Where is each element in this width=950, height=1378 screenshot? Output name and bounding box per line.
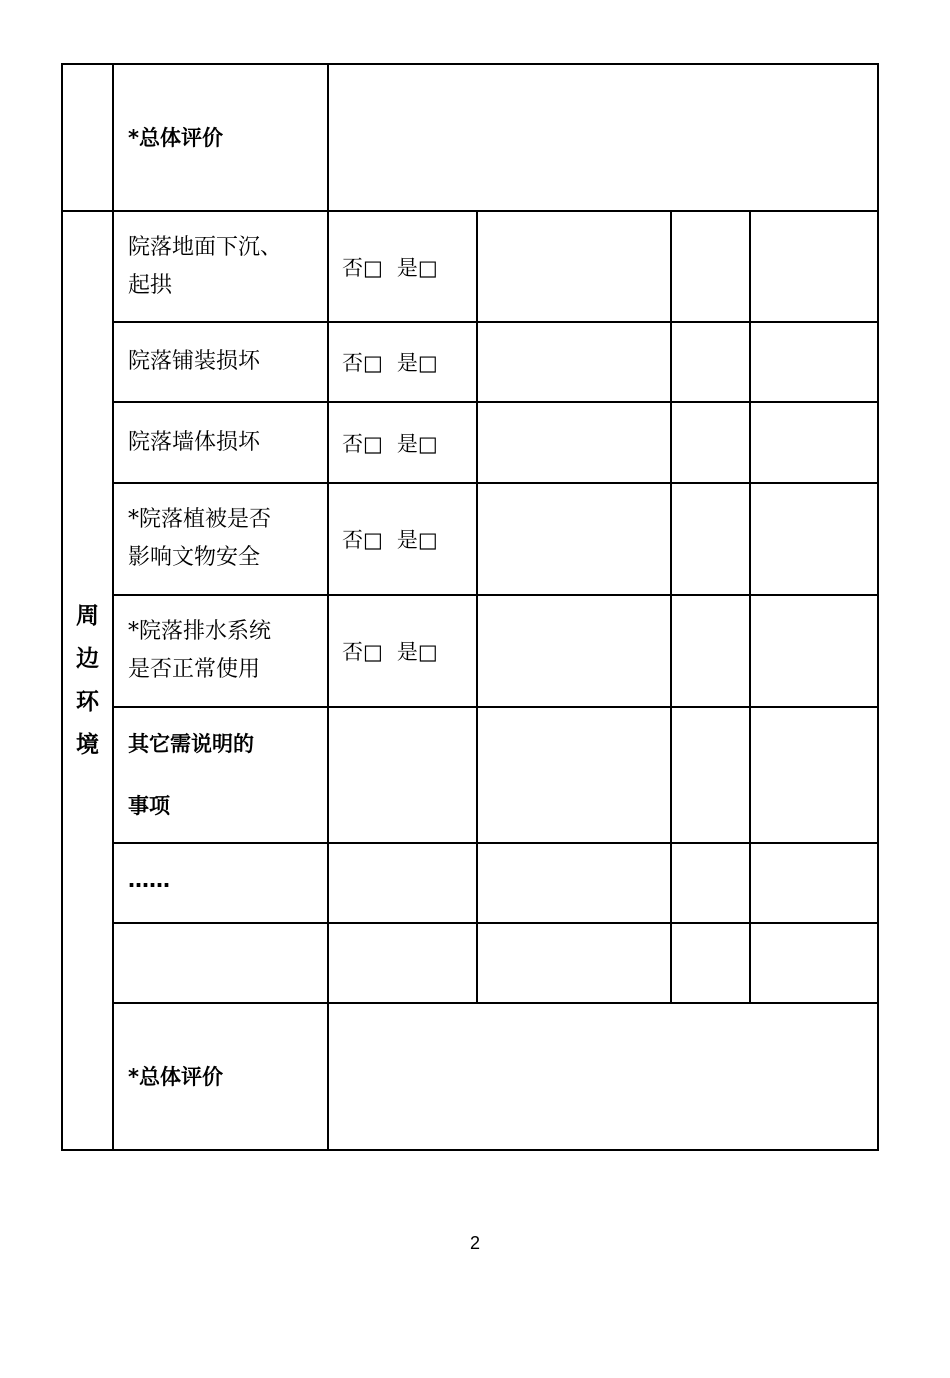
top-overall-row (62, 64, 878, 211)
option-no-checkbox[interactable]: 否□ (342, 431, 383, 456)
option-yes-checkbox[interactable]: 是□ (396, 351, 438, 375)
option-yes-checkbox[interactable]: 是□ (396, 431, 438, 456)
blank-cell[interactable] (750, 595, 878, 707)
blank-cell[interactable] (328, 843, 477, 923)
bottom-overall-label: *总体评价 (113, 1003, 328, 1150)
table-row (62, 707, 878, 843)
blank-cell[interactable] (750, 483, 878, 595)
blank-cell[interactable] (671, 211, 750, 322)
yes-no-options (328, 211, 477, 322)
table-row (62, 402, 878, 483)
blank-cell[interactable] (477, 707, 671, 843)
blank-cell[interactable] (477, 402, 671, 483)
top-overall-value[interactable] (328, 64, 878, 211)
row-label: *院落植被是否 影响文物安全 (113, 483, 328, 595)
blank-cell[interactable] (328, 923, 477, 1003)
bottom-overall-value[interactable] (328, 1003, 878, 1150)
top-section-cell (62, 64, 113, 211)
blank-cell[interactable] (750, 843, 878, 923)
blank-cell[interactable] (671, 923, 750, 1003)
table-row (62, 483, 878, 595)
option-no-checkbox[interactable]: 否□ (342, 528, 383, 552)
blank-cell[interactable] (671, 707, 750, 843)
row-label: 院落墙体损坏 (113, 402, 328, 483)
yes-no-options (328, 595, 477, 707)
blank-cell[interactable] (477, 483, 671, 595)
option-no-checkbox[interactable]: 否□ (342, 640, 383, 664)
blank-cell[interactable] (477, 211, 671, 322)
row-label: 院落地面下沉、 起拱 (113, 211, 328, 322)
blank-cell[interactable] (477, 595, 671, 707)
table-row (62, 923, 878, 1003)
blank-cell[interactable] (328, 707, 477, 843)
table-row (62, 322, 878, 402)
row-label: 院落铺装损坏 (113, 322, 328, 402)
table-row (62, 595, 878, 707)
section-label-surroundings: 周 边 环 境 (62, 211, 113, 1150)
blank-cell[interactable] (750, 707, 878, 843)
blank-cell[interactable] (750, 322, 878, 402)
blank-cell[interactable] (671, 595, 750, 707)
bottom-overall-row (62, 1003, 878, 1150)
table-row (62, 843, 878, 923)
blank-cell[interactable] (477, 322, 671, 402)
inspection-form-table (61, 63, 879, 1151)
yes-no-options (328, 483, 477, 595)
blank-cell[interactable] (671, 483, 750, 595)
blank-cell[interactable] (477, 923, 671, 1003)
ellipsis-label: …… (113, 843, 328, 923)
option-no-checkbox[interactable]: 否□ (342, 351, 383, 375)
blank-cell[interactable] (671, 843, 750, 923)
yes-no-options (328, 322, 477, 402)
blank-cell[interactable] (113, 923, 328, 1003)
other-notes-label: 其它需说明的 事项 (113, 707, 328, 843)
top-overall-label: *总体评价 (113, 64, 328, 211)
yes-no-options (328, 402, 477, 483)
row-label: *院落排水系统 是否正常使用 (113, 595, 328, 707)
blank-cell[interactable] (671, 402, 750, 483)
table-row (62, 211, 878, 322)
blank-cell[interactable] (750, 402, 878, 483)
option-yes-checkbox[interactable]: 是□ (396, 640, 438, 664)
blank-cell[interactable] (750, 923, 878, 1003)
blank-cell[interactable] (750, 211, 878, 322)
option-no-checkbox[interactable]: 否□ (342, 255, 383, 280)
option-yes-checkbox[interactable]: 是□ (396, 255, 438, 280)
page-number: 2 (469, 1233, 480, 1253)
blank-cell[interactable] (477, 843, 671, 923)
option-yes-checkbox[interactable]: 是□ (396, 528, 438, 552)
blank-cell[interactable] (671, 322, 750, 402)
